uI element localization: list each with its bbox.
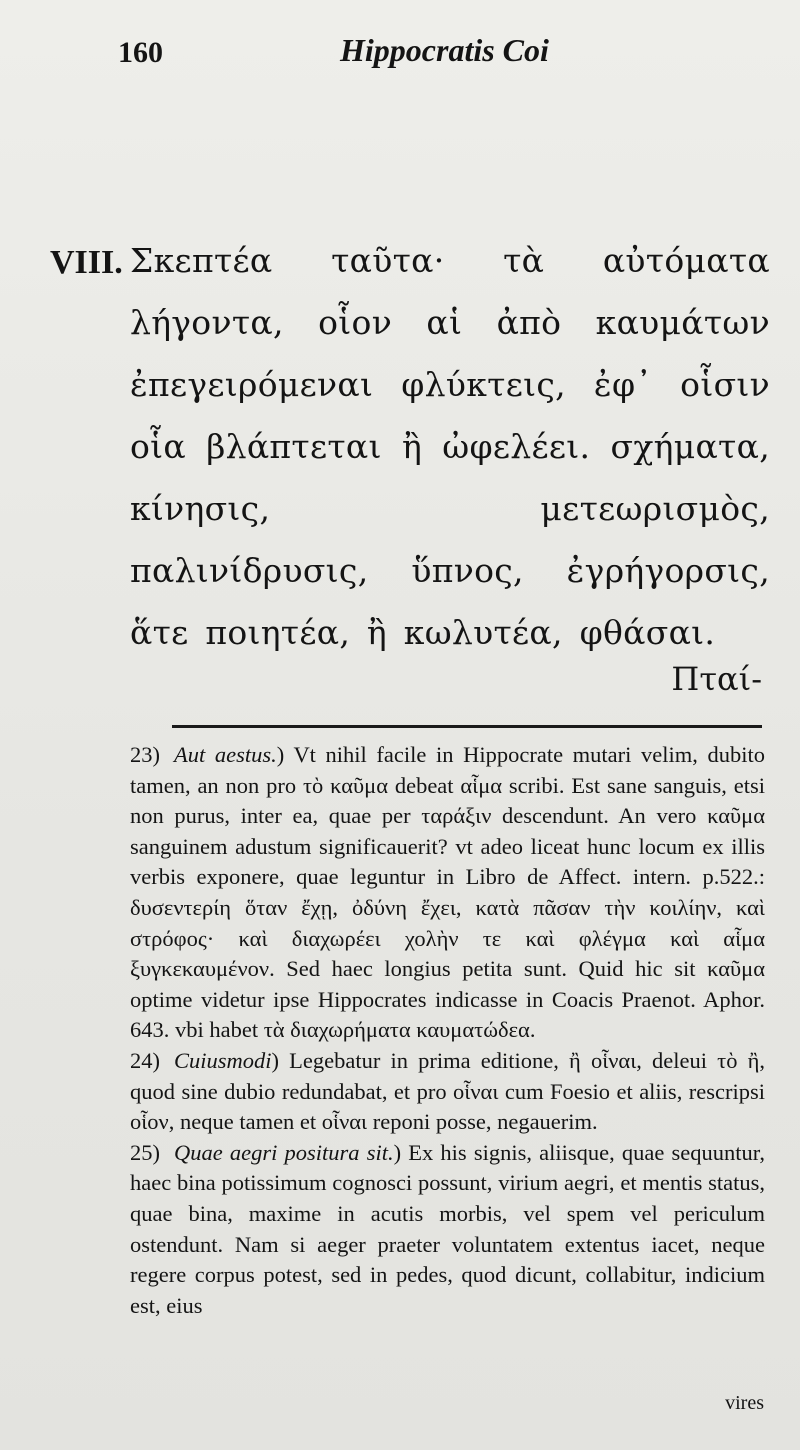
footnote-number: 23) [130, 742, 160, 767]
catchword-bottom: vires [725, 1392, 764, 1414]
footnote-23 [130, 740, 765, 1046]
footnote-number: 25) [130, 1139, 160, 1165]
footnote-rule [172, 725, 762, 728]
footnote-text: Legebatur in prima editione, ἢ οἷναι, deleui τὸ ἢ, quod sine dubio redundabat, et pro οἷναι cum Foesio et aliis, rescripsi οἷον, neque tamen et οἷναι reponi posse, negauerim. [130, 1047, 765, 1135]
catchword: Πταί- [671, 660, 762, 698]
page-number: 160 [118, 36, 163, 69]
page-header [0, 28, 800, 88]
footnote-text: Vt nihil facile in Hippocrate mutari velim, dubito tamen, an non pro τὸ καῦμα debeat αἷμα scribi. Est sane sanguis, etsi non purus, inter ea, quae per ταράξιν descendunt. An vero καῦμα sanguinem adustum significauerit? vt adeo liceat hunc locum ex illis verbis exponere, quae leguntur in Libro de Affect. intern. p.522.: δυσεντερίη ὅταν ἔχῃ, ὀδύνη ἔχει, κατὰ πᾶσαν τὴν κοιλίην, καὶ στρόφος· καὶ διαχωρέει χολὴν τε καὶ φλέγμα καὶ αἷμα ξυγκεκαυμένον. Sed haec longius petita sunt. Quid hic sit καῦμα optime videtur ipse Hippocrates indicasse in Coacis Praenot. Aphor. 643. vbi habet τὰ διαχωρήματα καυματώδεα. [130, 742, 765, 1043]
footnote-number: 24) [130, 1047, 160, 1073]
footnote-lemma: Cuiusmodi [174, 1047, 272, 1073]
footnote-text: Ex his signis, aliisque, quae sequuntur, haec bina potissimum cognosci possunt, virium aegri, et mentis status, quae bina, maxime in acutis morbis, vel spem vel periculum ostendunt. Nam si aeger praeter voluntatem extentus iacet, neque regere corpus potest, sed in pedes, quod dicunt, collabitur, indicium est, eius [130, 1139, 765, 1318]
footnote-24 [130, 1046, 765, 1138]
footnote-25 [130, 1138, 765, 1322]
greek-text: Σκεπτέα ταῦτα· τὰ αὐτόματα λήγοντα, οἷον αἱ ἀπὸ καυμάτων ἐπεγειρόμεναι φλύκτεις, ἐφ᾽ οἷσιν οἷα βλάπτεται ἢ ὠφελέει. σχήματα, κίνησις, μετεωρισμὸς, παλινίδρυσις, ὕπνος, ἐγρήγορσις, ἅτε ποιητέα, ἢ κωλυτέα, φθάσαι. [130, 241, 770, 652]
footnote-lemma: Quae aegri positura sit. [174, 1139, 394, 1165]
lemma-bracket: ) [271, 1047, 290, 1073]
running-title: Hippocratis Coi [340, 32, 549, 68]
section-number: VIII. [50, 244, 123, 281]
lemma-bracket: ) [393, 1139, 409, 1165]
lemma-bracket: ) [276, 742, 294, 767]
footnote-lemma: Aut aestus. [174, 742, 277, 767]
footnotes [130, 740, 765, 1321]
